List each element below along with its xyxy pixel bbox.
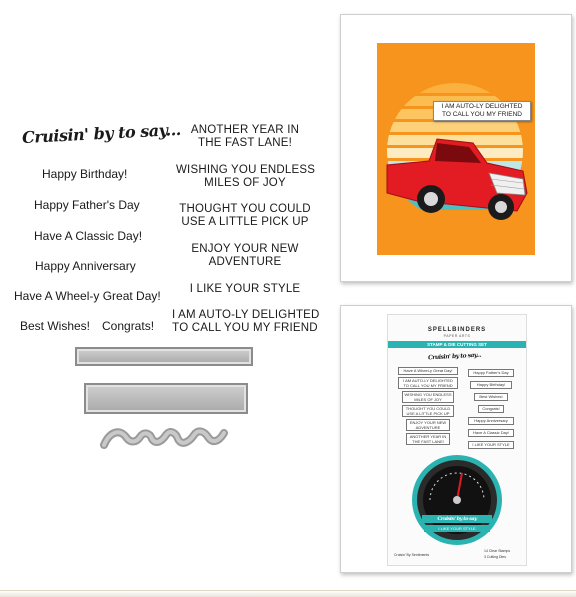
sentiment-endless-miles: WISHING YOU ENDLESS MILES OF JOY: [176, 164, 316, 189]
sentiment-auto-ly-delighted: I AM AUTO-LY DELIGHTED TO CALL YOU MY FRIEND: [172, 309, 320, 334]
package-brand: SPELLBINDERS: [427, 327, 487, 333]
mini-stamp: ENJOY YOUR NEW ADVENTURE: [406, 419, 450, 431]
package-brand-sub: PAPER ARTS: [443, 334, 471, 338]
package-photo: [340, 305, 572, 573]
script-die: [100, 423, 230, 453]
speedometer-gauge: [410, 453, 504, 547]
mini-stamp: Have A Wheel-y Great Day!: [398, 367, 458, 375]
sentiment-happy-anniversary: Happy Anniversary: [35, 259, 136, 273]
bottom-border: [0, 590, 576, 597]
script-sentiment: Cruisin' by to say...: [21, 119, 182, 148]
orange-card: [377, 43, 535, 255]
mini-stamp: Happy Birthday!: [470, 381, 512, 389]
banner-die-short: [84, 383, 248, 414]
package-footer-mid: 14 Clear Stamps: [484, 549, 511, 553]
sentiment-congrats: Congrats!: [102, 319, 155, 333]
package-footer-right: 3 Cutting Dies: [484, 555, 506, 559]
truck-scene-illustration: [377, 43, 535, 255]
mini-stamp: Best Wishes!: [474, 393, 508, 401]
sentiment-classic-day: Have A Classic Day!: [34, 229, 143, 243]
package-card: [387, 314, 527, 566]
mini-stamp: ANOTHER YEAR IN THE FAST LANE!: [406, 433, 450, 445]
package-script-label: Cruisin' by to say...: [427, 351, 482, 362]
mini-stamp: Congrats!: [478, 405, 504, 413]
sentiment-fast-lane: ANOTHER YEAR IN THE FAST LANE!: [190, 124, 300, 149]
mini-stamp: I LIKE YOUR STYLE: [468, 441, 514, 449]
mini-stamp: Have A Classic Day!: [468, 429, 514, 437]
sentiment-happy-fathers-day: Happy Father's Day: [34, 198, 140, 212]
package-footer-left: Cruisin' By Sentiments: [394, 553, 430, 557]
mini-stamp: WISHING YOU ENDLESS MILES OF JOY: [402, 391, 454, 403]
sentiment-wheely-great-day: Have A Wheel-y Great Day!: [14, 289, 161, 303]
sentiment-happy-birthday: Happy Birthday!: [42, 167, 128, 181]
mini-stamp: I AM AUTO-LY DELIGHTED TO CALL YOU MY FRIEND: [398, 377, 458, 389]
mini-stamp: Happy Anniversary: [468, 417, 514, 425]
package-banner: STAMP & DIE CUTTING SET: [388, 341, 526, 348]
gauge-script-label: Cruisin' by to say: [422, 515, 492, 523]
card-sentiment-tag: I AM AUTO-LY DELIGHTED TO CALL YOU MY FRIEND: [433, 101, 531, 121]
banner-die-long: [75, 347, 253, 366]
sentiment-pick-up: THOUGHT YOU COULD USE A LITTLE PICK UP: [179, 203, 311, 228]
sentiment-your-style: I LIKE YOUR STYLE: [189, 283, 301, 295]
sentiment-new-adventure: ENJOY YOUR NEW ADVENTURE: [191, 243, 299, 268]
mini-stamp: THOUGHT YOU COULD USE A LITTLE PICK UP: [402, 405, 454, 417]
mini-stamp: Happy Father's Day: [468, 369, 514, 377]
gauge-banner: I LIKE YOUR STYLE: [424, 525, 490, 532]
sample-card-photo: [340, 14, 572, 282]
sentiment-best-wishes: Best Wishes!: [20, 319, 91, 333]
